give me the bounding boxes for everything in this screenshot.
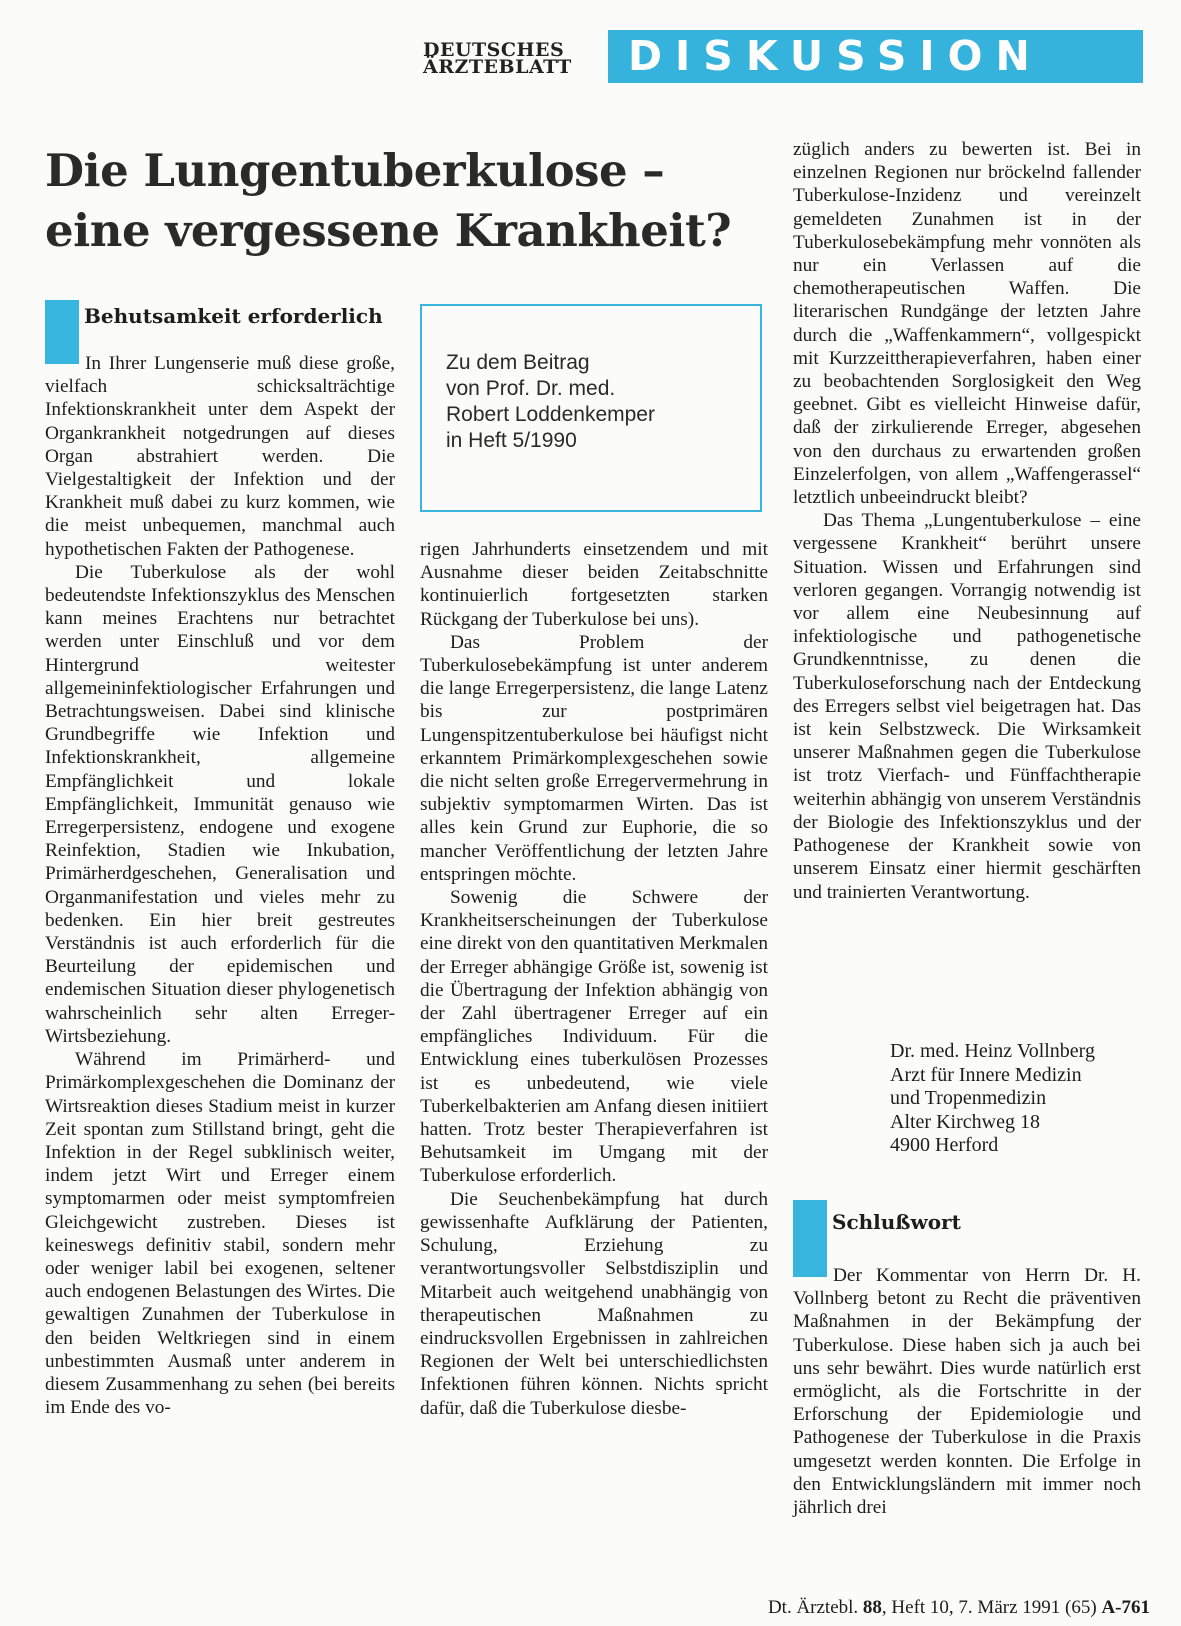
paragraph: rigen Jahrhunderts einsetzendem und mit Ausnahme dieser beiden Zeitabschnitte kontinuierlich fortgesetzten starken Rückgang der Tuberkulose bei uns). bbox=[420, 539, 768, 630]
paragraph: In Ihrer Lungenserie muß diese große, vielfach schicksalträchtige Infektionskrankheit unter dem Aspekt der Organkrankheit notgedrungen auf dieses Organ abstrahiert werden. Die Vielgestaltigkeit der Infektion und der Krankheit muß dabei zu kurz kommen, wie die meist unbequemen, manchmal auch hypothetischen Fakten der Pathogenese. bbox=[45, 353, 395, 560]
footer-issue: , Heft 10, 7. März 1991 (65) bbox=[881, 1597, 1097, 1618]
section-title: DISKUSSION bbox=[628, 32, 1043, 80]
text-column-1 bbox=[45, 352, 395, 1419]
paragraph: Der Kommentar von Herrn Dr. H. Vollnberg betont zu Recht die präventiven Maßnahmen in der Bekämpfung der Tuberkulose. Diese haben sich ja auch bei uns sehr bewährt. Dies wurde natürlich erst ermöglicht, als die Fortschritte in der Erforschung der Epidemiologie und Pathogenese der Tuberkulose in die Praxis umgesetzt werden konnten. Die Erfolge in den Entwicklungsländern mit immer noch jährlich drei bbox=[793, 1265, 1141, 1519]
paragraph: Während im Primärherd- und Primärkomplexgeschehen die Dominanz der Wirtsreaktion dieses Stadium meist in kurzer Zeit spontan zum Stillstand bringt, geht die Infektion in der Regel subklinisch weiter, indem jetzt Wirt und Erreger einem symptomarmen oder meist symptomfreien Gleichgewicht zustreben. Dieses ist keineswegs definitiv stabil, sondern mehr oder weniger labil bei exogenen, seltener auch endogenen Belastungen des Wirtes. Die gewaltigen Zunahmen der Tuberkulose in den beiden Weltkriegen sind in einem unbestimmten Ausmaß unter anderem in diesem Zusammenhang zu sehen (bei bereits im Ende des vo- bbox=[45, 1049, 395, 1419]
paragraph: Die Seuchenbekämpfung hat durch gewissenhafte Aufklärung der Patienten, Schulung, Erziehung zu verantwortungsvoller Selbstdisziplin und Mitarbeit auch weitgehend unabhängig von therapeutischen Maßnahmen zu eindrucksvollen Ergebnissen in zahlreichen Regionen der Welt bei unterschiedlichsten Infektionen führen können. Nichts spricht dafür, daß die Tuberkulose diesbe- bbox=[420, 1188, 768, 1419]
publication-name-line1: DEUTSCHES bbox=[423, 39, 565, 61]
signature-line: und Tropenmedizin bbox=[890, 1087, 1047, 1109]
article-headline bbox=[45, 141, 785, 261]
reference-line: in Heft 5/1990 bbox=[446, 429, 577, 452]
headline-line2: eine vergessene Krankheit? bbox=[45, 204, 732, 257]
reference-line: von Prof. Dr. med. bbox=[446, 377, 616, 400]
reply-text bbox=[793, 1264, 1141, 1519]
publication-name bbox=[423, 39, 593, 78]
paragraph: Sowenig die Schwere der Krankheitserscheinungen der Tuberkulose eine direkt von den quantitativen Merkmalen der Erreger abhängige Größe ist, sowenig ist die Übertragung der Infektion abhängig von der Zahl übertragener Erreger auf ein empfängliches Individuum. Für die Entwicklung eines tuberkulösen Prozesses ist es unbedeutend, wie viele Tuberkelbakterien am Anfang diesen initiiert hatten. Trotz bester Therapieverfahren ist Behutsamkeit im Umgang mit der Tuberkulose erforderlich. bbox=[420, 887, 768, 1187]
paragraph: züglich anders zu bewerten ist. Bei in einzelnen Regionen nur bröckelnd fallender Tuberkulose-Inzidenz und vereinzelt gemeldeten Zunahmen ist in der Tuberkulosebekämpfung mehr vonnöten als nur ein Verlassen auf die chemotherapeutischen Waffen. Die literarischen Rundgänge der letzten Jahre durch die „Waffenkammern“, vollgespickt mit Kurzzeittherapieverfahren, haben einer zu beobachtenden Sorglosigkeit den Weg geebnet. Gibt es vielleicht Hinweise dafür, daß der zirkulierende Erreger, abgesehen von den durchaus zu erwartenden großen Einzelerfolgen, von allem „Waffengerassel“ letztlich unbeeindruckt bleibt? bbox=[793, 139, 1141, 509]
author-signature bbox=[890, 1040, 1150, 1158]
reference-box-text bbox=[446, 350, 756, 454]
letter-subhead: Behutsamkeit erforderlich bbox=[84, 304, 383, 328]
paragraph: Das Thema „Lungentuberkulose – eine vergessene Krankheit“ berührt unsere Situation. Wissen und Erfahrungen sind verloren gegangen. Vorrangig notwendig ist vor allem eine Neubesinnung auf infektiologische und pathogenetische Grundkenntnisse, zu denen die Tuberkuloseforschung nach der Entdeckung des Erregers selbst viel beigetragen hat. Das ist kein Selbstzweck. Die Wirksamkeit unserer Maßnahmen gegen die Tuberkulose ist trotz Vierfach- und Fünffachtherapie weiterhin abhängig von unserem Verständnis der Biologie des Infektionszyklus und der Pathogenese der Krankheit sowie von unserem Einsatz einer hiermit geschärften und trainierten Verantwortung. bbox=[793, 510, 1141, 903]
footer-journal: Dt. Ärztebl. bbox=[767, 1597, 859, 1618]
headline-line1: Die Lungentuberkulose – bbox=[45, 144, 665, 197]
reference-line: Robert Loddenkemper bbox=[446, 403, 655, 426]
paragraph: Die Tuberkulose als der wohl bedeutendste Infektionszyklus des Menschen kann meines Erachtens nur betrachtet werden unter Einschluß und vor dem Hintergrund weitester allgemeininfektiologischer Erfahrungen und Betrachtungsweisen. Dabei sind klinische Grundbegriffe wie Infektion und Infektionskrankheit, allgemeine Empfänglichkeit und lokale Empfänglichkeit, Immunität genauso wie Erregerpersistenz, endogene und exogene Reinfektion, Stadien wie Inkubation, Primärherdgeschehen, Generalisation und Organmanifestation und vieles mehr zu bedenken. Ein hier breit gestreutes Verständnis ist auch erforderlich für die Beurteilung der epidemischen und endemischen Situation dieser phylogenetisch wahrscheinlich sehr alten Erreger-Wirtsbeziehung. bbox=[45, 561, 395, 1047]
footer-page-number: A-761 bbox=[1101, 1597, 1150, 1618]
reference-line: Zu dem Beitrag bbox=[446, 351, 590, 374]
text-column-2 bbox=[420, 538, 768, 1420]
signature-line: 4900 Herford bbox=[890, 1134, 999, 1156]
signature-line: Dr. med. Heinz Vollnberg bbox=[890, 1040, 1095, 1062]
publication-name-line2: ÄRZTEBLATT bbox=[423, 56, 572, 78]
paragraph: Das Problem der Tuberkulosebekämpfung ist unter anderem die lange Erregerpersistenz, die lange Latenz bis zur postprimären Lungenspitzentuberkulose bei häufigst nicht erkanntem Primärkomplexgeschehen sowie die nicht selten große Erregervermehrung in subjektiv symptomarmen Wirten. Das ist alles kein Grund zur Euphorie, die so mancher Veröffentlichung der letzten Jahre entspringen möchte. bbox=[420, 631, 768, 885]
footer-volume: 88 bbox=[862, 1597, 882, 1618]
text-column-3 bbox=[793, 138, 1141, 904]
signature-line: Alter Kirchweg 18 bbox=[890, 1110, 1040, 1133]
signature-line: Arzt für Innere Medizin bbox=[890, 1063, 1082, 1086]
page-footer bbox=[600, 1597, 1150, 1619]
reply-subhead: Schlußwort bbox=[832, 1210, 961, 1234]
